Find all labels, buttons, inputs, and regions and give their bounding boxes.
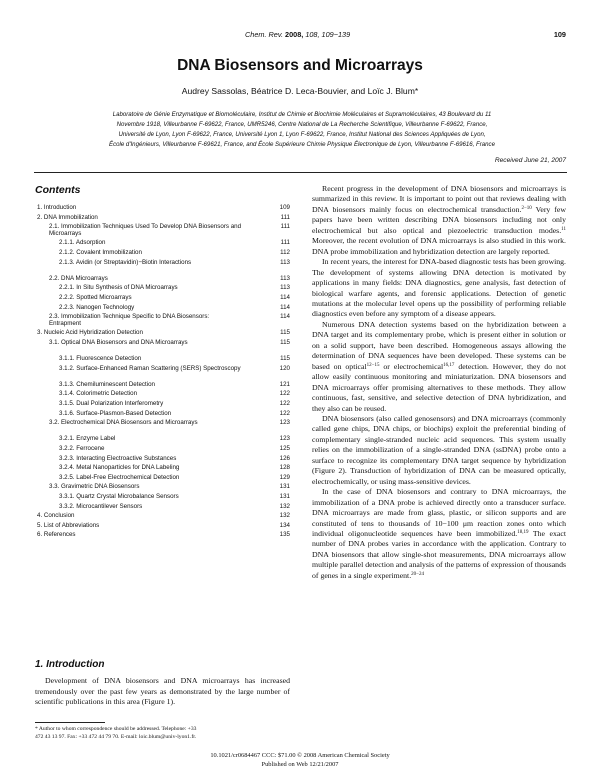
toc-entry-page: 135 [279, 531, 290, 539]
toc-entry[interactable] [35, 512, 290, 522]
author-list: Audrey Sassolas, Béatrice D. Leca-Bouvier, and Loïc J. Blum* [181, 86, 419, 96]
toc-entry-label: 3.1. Optical DNA Biosensors and DNA Microarrays [49, 338, 188, 346]
toc-entry[interactable] [35, 445, 290, 455]
toc-entry-label: 3.2.2. Ferrocene [59, 445, 105, 453]
affiliation-line: Novembre 1918, Villeurbanne F-69622, France, UMR5246, Centre National de La Recherche Scientifique, Villeurbanne F-69622, France, [116, 121, 488, 129]
toc-entry[interactable] [35, 339, 290, 355]
toc-entry[interactable] [35, 275, 290, 285]
toc-entry-label: 5. List of Abbreviations [37, 521, 100, 529]
toc-entry[interactable] [35, 355, 290, 365]
toc-entry-label: 4. Conclusion [37, 512, 75, 520]
toc-entry-page: 115 [280, 329, 290, 337]
affiliation-line: Laboratoire de Génie Enzymatique et Biomoléculaire, Institut de Chimie et Biochimie Moléculaires et Supramoléculaires, 43 Boulevard du 11 [112, 111, 492, 118]
toc-entry-page: 131 [279, 493, 290, 500]
toc-entry[interactable] [35, 390, 290, 400]
body-paragraph: Numerous DNA detection systems based on the hybridization between a DNA target and its complementary probe, which is present either in solution or on a solid support, have been described. Homogeneous assays allowing the determination of DNA sequences have been developed. These systems can be based on optical$^{12-15}$ or electrochemical$^{16,17}$ detection. However, they do not allow easily continuous monitoring and miniaturization. DNA biosensors and DNA microarrays offer promising alternatives to these methods. They allow continuous, fast, sensitive, and selective detection of DNA hybridization, and they also can be reused. [312, 319, 566, 413]
toc-entry-page: 126 [279, 454, 290, 462]
journal-citation [245, 30, 350, 39]
toc-entry[interactable] [35, 259, 290, 275]
toc-entry-page: 128 [279, 464, 290, 472]
footnote-divider [35, 722, 105, 723]
toc-entry[interactable] [35, 329, 290, 339]
body-paragraph: In the case of DNA biosensors and contrary to DNA microarrays, the immobilization of a DNA probe is achieved directly onto a transducer surface. DNA microarrays are made from glass, plastic, or silicon supports and are constituted of tens to thousands of 10−100 μm reaction zones onto which individual oligonucleotide sequences have been immobilized.$^{18,19}$ The exact number of DNA probes varies in accordance with the application. Contrary to DNA biosensors that allow single-shot measurements, DNA microarrays allow multiple parallel detection and analysis of the patterns of expression of thousands of genes in a single experiment.$^{20-24}$ [312, 487, 566, 580]
toc-entry[interactable] [35, 455, 290, 465]
body-paragraph: In recent years, the interest for DNA-based diagnostic tests has been growing. The development of systems allowing DNA detection is motivated by applications in many fields: DNA diagnostics, gene analysis, fast detection of biological warfare agents, and forensic applications. Detection of genetic mutations at the molecular level opens up the possibility of performing reliable diagnostics even before any symptom of a disease appears. [312, 257, 566, 319]
toc-entry-page: 111 [280, 223, 290, 231]
toc-entry-page: 123 [279, 435, 290, 443]
toc-entry-label: 2.2. DNA Microarrays [49, 274, 108, 282]
toc-entry-label: 2.1.1. Adsorption [59, 239, 106, 247]
toc-entry[interactable] [35, 223, 290, 239]
toc-entry[interactable] [35, 522, 290, 532]
toc-entry-label: 2. DNA Immobilization [37, 213, 98, 221]
body-paragraph: DNA biosensors (also called genosensors) and DNA microarrays (commonly called gene chips, DNA chips, or biochips) exploit the preferential binding of complementary single-stranded nucleic acid sequences. This system usually relies on the immobilization of a single-stranded DNA (ssDNA) probe onto a surface to recognize its complementary DNA target sequence by hybridization (Figure 2). Transduction of hybridization of DNA can be measured optically, electrochemically, or using mass-sensitive devices. [312, 413, 566, 486]
toc-entry[interactable] [35, 239, 290, 249]
introduction-paragraph: Development of DNA biosensors and DNA microarrays has increased tremendously over the past few years as demonstrated by the large number of scientific publications in this area (Figure 1). [35, 676, 290, 707]
toc-entry-page: 125 [279, 445, 290, 453]
introduction-heading: 1. Introduction [35, 659, 105, 670]
toc-entry-label: 3.1.3. Chemiluminescent Detection [59, 380, 155, 388]
toc-entry-label: 3.1.6. Surface-Plasmon-Based Detection [59, 409, 172, 417]
toc-entry-page: 113 [280, 258, 290, 266]
toc-entry-label: 6. References [37, 531, 76, 539]
toc-entry[interactable] [35, 400, 290, 410]
toc-entry-label: 3.3. Gravimetric DNA Biosensors [49, 483, 140, 491]
toc-entry-label: 1. Introduction [37, 204, 77, 211]
toc-entry[interactable] [35, 503, 290, 513]
toc-entry[interactable] [35, 410, 290, 420]
toc-entry-label: 2.2.1. In Situ Synthesis of DNA Microarrays [59, 284, 178, 292]
contents-heading: Contents [35, 184, 81, 196]
toc-entry[interactable] [35, 284, 290, 294]
toc-entry-page: 132 [279, 512, 290, 520]
journal-year: 2008, [285, 30, 304, 39]
toc-entry-label: 3.2. Electrochemical DNA Biosensors and Microarrays [49, 419, 198, 427]
toc-entry-page: 111 [280, 239, 290, 247]
toc-entry[interactable] [35, 294, 290, 304]
toc-entry-label: 3.1.5. Dual Polarization Interferometry [59, 400, 164, 408]
toc-entry-page: 111 [280, 213, 290, 221]
affiliation-line: École d'Ingénieurs, Villeurbanne F-69621, France, and École Supérieure Chimie Physique Électronique de Lyon, Villeurbanne F-69616, France [109, 141, 495, 149]
toc-entry-page: 134 [279, 521, 290, 529]
toc-entry-label: 3.1.1. Fluorescence Detection [59, 355, 142, 363]
article-title: DNA Biosensors and Microarrays [177, 57, 423, 74]
citation-ref[interactable]: 2−10 [521, 205, 532, 211]
toc-entry-page: 122 [279, 390, 290, 398]
page-number: 109 [553, 30, 566, 39]
correspondence-footnote [35, 726, 290, 741]
toc-entry-label: 3.2.1. Enzyme Label [59, 435, 116, 443]
table-of-contents [35, 204, 290, 541]
toc-entry[interactable] [35, 381, 290, 391]
doi-line: 10.1021/cr0684467 CCC: $71.00 © 2008 American Chemical Society [210, 752, 390, 759]
citation-ref[interactable]: 18,19 [517, 529, 529, 535]
toc-entry-label: 3. Nucleic Acid Hybridization Detection [37, 329, 143, 337]
toc-entry-page: 122 [279, 400, 290, 408]
toc-entry[interactable] [35, 214, 290, 224]
toc-entry-label: 3.3.2. Microcantilever Sensors [59, 502, 143, 510]
toc-entry-page: 114 [280, 303, 290, 311]
toc-entry[interactable] [35, 464, 290, 474]
citation-ref[interactable]: 20−24 [411, 571, 424, 577]
header-divider [34, 172, 567, 173]
toc-entry[interactable] [35, 483, 290, 493]
affiliation-line: Université de Lyon, Lyon F-69622, France, Université Lyon 1, Lyon F-69622, France, Institut National des Sciences Appliquées de Lyon, [118, 131, 486, 139]
toc-entry-label: 3.1.2. Surface-Enhanced Raman Scattering (SERS) Spectroscopy [59, 364, 241, 372]
affiliation [52, 110, 552, 150]
toc-entry-label: 2.1.3. Avidin (or Streptavidin)−Biotin Interactions [59, 258, 192, 266]
citation-ref[interactable]: 16,17 [443, 362, 455, 368]
toc-entry[interactable] [35, 313, 290, 329]
toc-entry-page: 113 [280, 284, 290, 292]
body-paragraph: Recent progress in the development of DNA biosensors and microarrays is summarized in this review. It is important to point out that reviews dealing with DNA biosensors mainly focus on electrochemical transduction.$^{2-10}$ Very few papers have been written describing DNA biosensors including not only electrochemical but also optical and piezoelectric transduction modes.$^{11}$ Moreover, the recent evolution of DNA microarrays is also studied in this work. DNA probe immobilization and hybridization detection are largely reported. [312, 184, 566, 256]
toc-entry[interactable] [35, 531, 290, 541]
journal-name: Chem. Rev. [245, 30, 283, 39]
toc-entry-page: 122 [279, 409, 290, 417]
toc-entry-label: 3.3.1. Quartz Crystal Microbalance Sensors [59, 493, 179, 500]
toc-entry-label: 2.3. Immobilization Technique Specific to DNA Biosensors: Entrapment [49, 313, 210, 328]
volume-pages: 108, 109−139 [305, 30, 351, 39]
toc-entry-page: 114 [280, 293, 290, 301]
toc-entry-label: 3.1.4. Colorimetric Detection [59, 390, 138, 398]
toc-entry[interactable] [35, 249, 290, 259]
toc-entry-page: 115 [280, 338, 290, 346]
toc-entry-page: 120 [279, 364, 290, 372]
published-line: Published on Web 12/21/2007 [261, 761, 339, 768]
toc-entry-label: 2.1. Immobilization Techniques Used To Develop DNA Biosensors and Microarrays [49, 223, 242, 238]
toc-entry[interactable] [35, 493, 290, 503]
toc-entry[interactable] [35, 304, 290, 314]
toc-entry-page: 109 [279, 204, 290, 211]
toc-entry-page: 123 [279, 419, 290, 427]
citation-ref[interactable]: 12−15 [366, 362, 380, 368]
toc-entry[interactable] [35, 204, 290, 214]
citation-ref[interactable]: 11 [561, 226, 566, 232]
toc-entry-page: 129 [279, 473, 290, 481]
toc-entry-page: 114 [280, 313, 290, 321]
footnote-line: 472 43 13 97. Fax: +33 472 44 79 70. E-mail: loic.blum@univ-lyon1.fr. [35, 733, 197, 740]
toc-entry-page: 131 [279, 483, 290, 491]
toc-entry-page: 113 [280, 274, 290, 282]
toc-entry-page: 132 [279, 502, 290, 510]
toc-entry-label: 2.2.3. Nanogen Technology [59, 303, 135, 311]
toc-entry[interactable] [35, 435, 290, 445]
toc-entry-page: 115 [280, 355, 290, 363]
toc-entry[interactable] [35, 365, 290, 381]
toc-entry-label: 3.2.5. Label-Free Electrochemical Detection [59, 473, 180, 481]
body-column [312, 184, 566, 581]
toc-entry-label: 3.2.4. Metal Nanoparticles for DNA Labeling [59, 464, 180, 472]
toc-entry[interactable] [35, 474, 290, 484]
toc-entry[interactable] [35, 419, 290, 435]
toc-entry-label: 2.2.2. Spotted Microarrays [59, 293, 132, 301]
footnote-line: * Author to whom correspondence should be addressed. Telephone: +33 [35, 726, 197, 732]
toc-entry-label: 2.1.2. Covalent Immobilization [59, 248, 142, 256]
toc-entry-page: 121 [279, 380, 290, 388]
received-date: Received June 21, 2007 [494, 157, 566, 164]
toc-entry-page: 112 [280, 248, 290, 256]
toc-entry-label: 3.2.3. Interacting Electroactive Substances [59, 454, 177, 462]
